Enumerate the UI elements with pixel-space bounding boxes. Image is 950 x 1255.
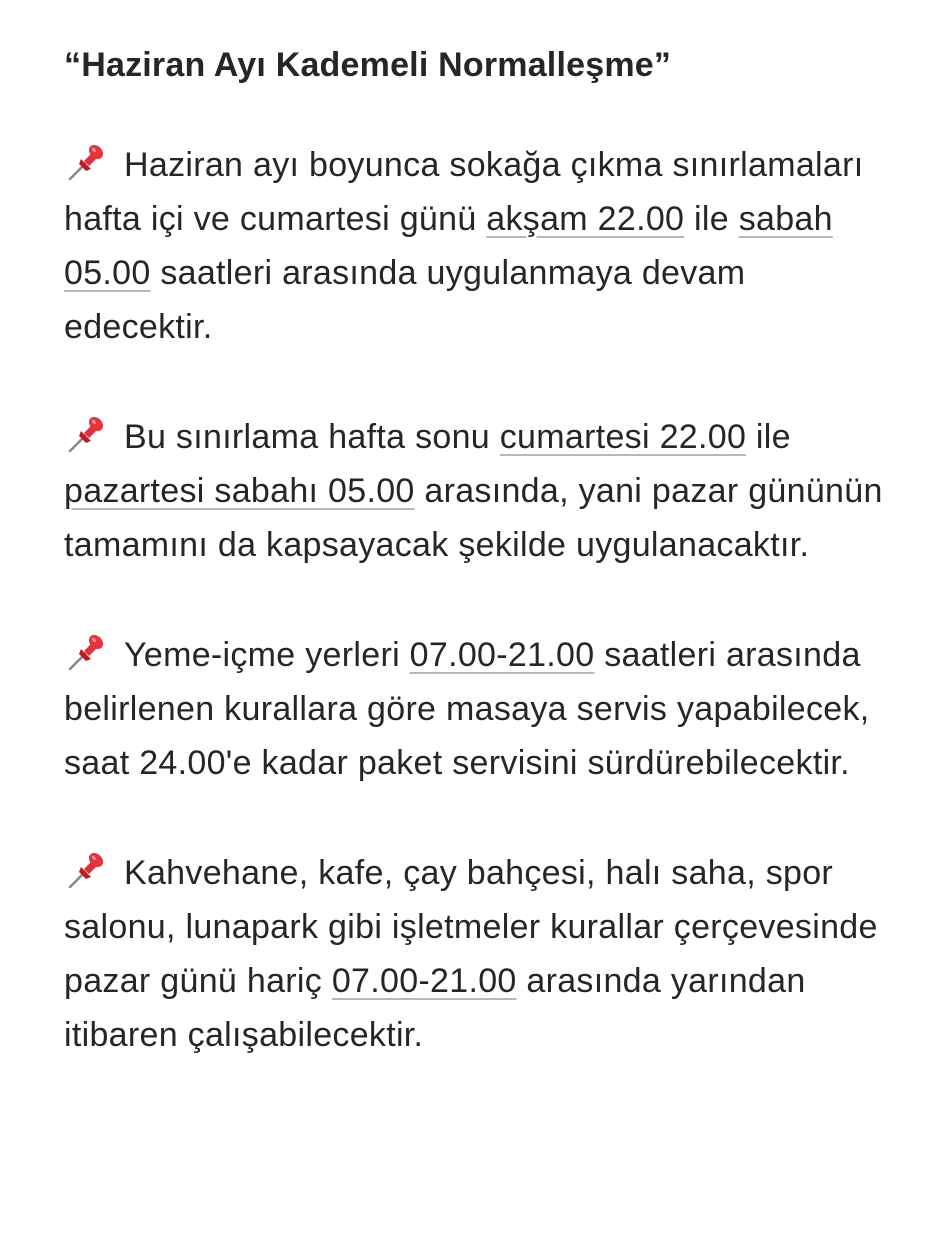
highlight-time: cumartesi 22.00 [499, 418, 747, 456]
highlight-time: 07.00-21.00 [409, 636, 595, 674]
paragraph-4: Kahvehane, kafe, çay bahçesi, halı saha, spor salonu, lunapark gibi işletmeler kurallar çerçevesinde pazar günü hariç 07.00-21.00 arasında yarından itibaren çalışabilecektir. [64, 846, 890, 1062]
paragraph-2: Bu sınırlama hafta sonu cumartesi 22.00 ile pazartesi sabahı 05.00 arasında, yani pazar gününün tamamını da kapsayacak şekilde uygulanacaktır. [64, 410, 890, 572]
highlight-time: pazartesi sabahı 05.00 [64, 472, 415, 510]
pushpin-icon [64, 142, 108, 182]
paragraph-1: Haziran ayı boyunca sokağa çıkma sınırlamaları hafta içi ve cumartesi günü akşam 22.00 ile sabah 05.00 saatleri arasında uygulanmaya devam edecektir. [64, 138, 890, 354]
highlight-time: 07.00-21.00 [331, 962, 517, 1000]
pushpin-icon [64, 850, 108, 890]
highlight-time: akşam 22.00 [486, 200, 685, 238]
highlight-time: sabah 05.00 [64, 200, 833, 292]
page-title: “Haziran Ayı Kademeli Normalleşme” [64, 46, 672, 84]
pushpin-icon [64, 414, 108, 454]
pushpin-icon [64, 632, 108, 672]
paragraph-3: Yeme-içme yerleri 07.00-21.00 saatleri arasında belirlenen kurallara göre masaya servis yapabilecek, saat 24.00'e kadar paket servisini sürdürebilecektir. [64, 628, 890, 790]
